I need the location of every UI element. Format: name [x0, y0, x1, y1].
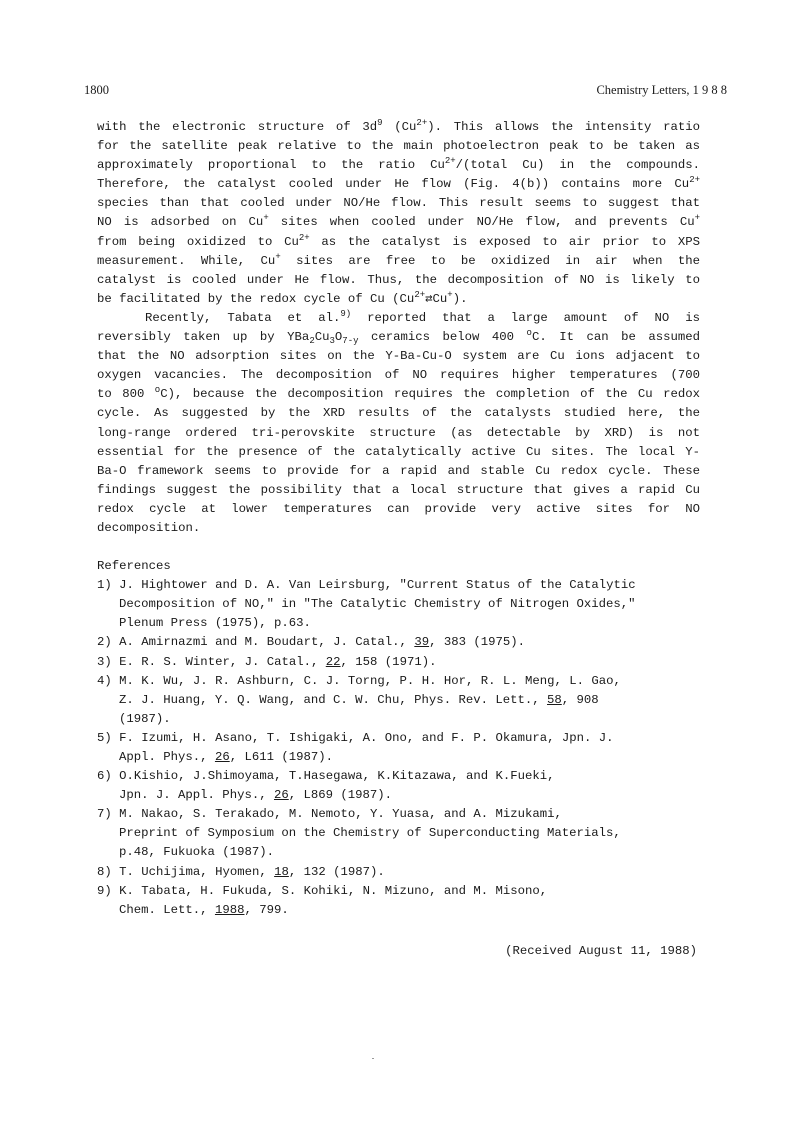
paragraph-1	[97, 118, 700, 309]
scan-artifact-dot	[372, 1058, 374, 1059]
text-line: cycle. As suggested by the XRD results of the catalysts studied here, the	[97, 406, 700, 421]
text-line: with the electronic structure of $3d^9$ $(Cu^{2+})$. This allows the intensity ratio	[97, 118, 700, 134]
text-line: from being oxidized to $Cu^{2+}$ as the catalyst is exposed to air prior to XPS	[97, 232, 700, 249]
text-line: Recently, Tabata et al.$^{9)}$ reported that a large amount of NO is	[145, 308, 700, 325]
reference-item: 7) M. Nakao, S. Terakado, M. Nemoto, Y. Yuasa, and A. Mizukami,	[97, 807, 562, 822]
text-line: catalyst is cooled under He flow. Thus, the decomposition of NO is likely to	[97, 272, 700, 287]
journal-running-title: Chemistry Letters, 1 9 8 8	[596, 83, 727, 97]
reference-item: 9) K. Tabata, H. Fukuda, S. Kohiki, N. Mizuno, and M. Misono,	[97, 883, 548, 898]
redox-arrow-icon: ⇄	[425, 291, 433, 306]
article-body	[97, 118, 700, 920]
reference-item-cont: Chem. Lett., 1988, 799.	[119, 902, 289, 917]
reference-item-cont: Z. J. Huang, Y. Q. Wang, and C. W. Chu, Phys. Rev. Lett., 58, 908	[119, 692, 599, 707]
reference-item: 3) E. R. S. Winter, J. Catal., 22, 158 (1971).	[97, 654, 437, 669]
paragraph-2	[97, 309, 700, 538]
received-date: (Received August 11, 1988)	[505, 944, 697, 958]
reference-item: 1) J. Hightower and D. A. Van Leirsburg, "Current Status of the Catalytic	[97, 578, 636, 593]
reference-item: 2) A. Amirnazmi and M. Boudart, J. Catal., 39, 383 (1975).	[97, 635, 526, 650]
page-header	[84, 83, 727, 99]
text-line: Ba-O framework seems to provide for a rapid and stable Cu redox cycle. These	[97, 463, 700, 478]
text-line: for the satellite peak relative to the main photoelectron peak to be taken as	[97, 139, 700, 154]
citation-marker: 9)	[340, 308, 352, 319]
text-line: decomposition.	[97, 520, 201, 535]
text-line: be facilitated by the redox cycle of Cu $(Cu^{2+}⇄Cu^+)$.	[97, 289, 468, 306]
reference-item: 8) T. Uchijima, Hyomen, 18, 132 (1987).	[97, 864, 385, 879]
text-line: oxygen vacancies. The decomposition of NO requires higher temperatures (700	[97, 368, 700, 383]
references-list	[97, 576, 700, 920]
reference-item: 4) M. K. Wu, J. R. Ashburn, C. J. Torng, P. H. Hor, R. L. Meng, L. Gao,	[97, 673, 621, 688]
text-line: approximately proportional to the ratio $Cu^{2+}/(total$ Cu) in the compounds.	[97, 156, 700, 173]
reference-item-cont: Preprint of Symposium on the Chemistry of Superconducting Materials,	[119, 826, 621, 841]
references-heading: References	[97, 559, 171, 574]
text-line: Therefore, the catalyst cooled under He flow (Fig. 4(b)) contains more $Cu^{2+}$	[97, 175, 700, 192]
text-line: measurement. While, Cu+ sites are free to be oxidized in air when the	[97, 251, 700, 268]
reference-item-cont: (1987).	[119, 711, 171, 726]
reference-item-cont: Appl. Phys., 26, L611 (1987).	[119, 750, 334, 764]
text-line: findings suggest the possibility that a local structure that gives a rapid Cu	[97, 482, 700, 497]
page-number: 1800	[84, 83, 109, 97]
text-line: to 800 $^o$C), because the decomposition requires the completion of the Cu redox	[97, 385, 700, 402]
text-line: species than that cooled under NO/He flow. This result seems to suggest that	[97, 196, 700, 211]
text-line: that the NO adsorption sites on the Y-Ba-Cu-O system are Cu ions adjacent to	[97, 349, 700, 364]
reference-item-cont: Plenum Press (1975), p.63.	[119, 616, 311, 631]
text-line: long-range ordered tri-perovskite structure (as detectable by XRD) is not	[97, 425, 700, 440]
reference-item: 6) O.Kishio, J.Shimoyama, T.Hasegawa, K.Kitazawa, and K.Fueki,	[97, 769, 555, 784]
reference-item-cont: p.48, Fukuoka (1987).	[119, 845, 274, 860]
text-line: reversibly taken up by $YBa_2Cu_3O_{7-y}$ ceramics below 400 $^o$C. It can be assumed	[97, 328, 700, 347]
text-line: redox cycle at lower temperatures can provide very active sites for NO	[97, 501, 700, 516]
reference-item: 5) F. Izumi, H. Asano, T. Ishigaki, A. Ono, and F. P. Okamura, Jpn. J.	[97, 730, 614, 745]
text-line: NO is adsorbed on Cu+ sites when cooled under NO/He flow, and prevents Cu+	[97, 213, 700, 230]
text-line: essential for the presence of the catalytically active Cu sites. The local Y-	[97, 444, 700, 459]
reference-item-cont: Jpn. J. Appl. Phys., 26, L869 (1987).	[119, 788, 393, 803]
reference-item-cont: Decomposition of NO," in "The Catalytic Chemistry of Nitrogen Oxides,"	[119, 597, 636, 612]
